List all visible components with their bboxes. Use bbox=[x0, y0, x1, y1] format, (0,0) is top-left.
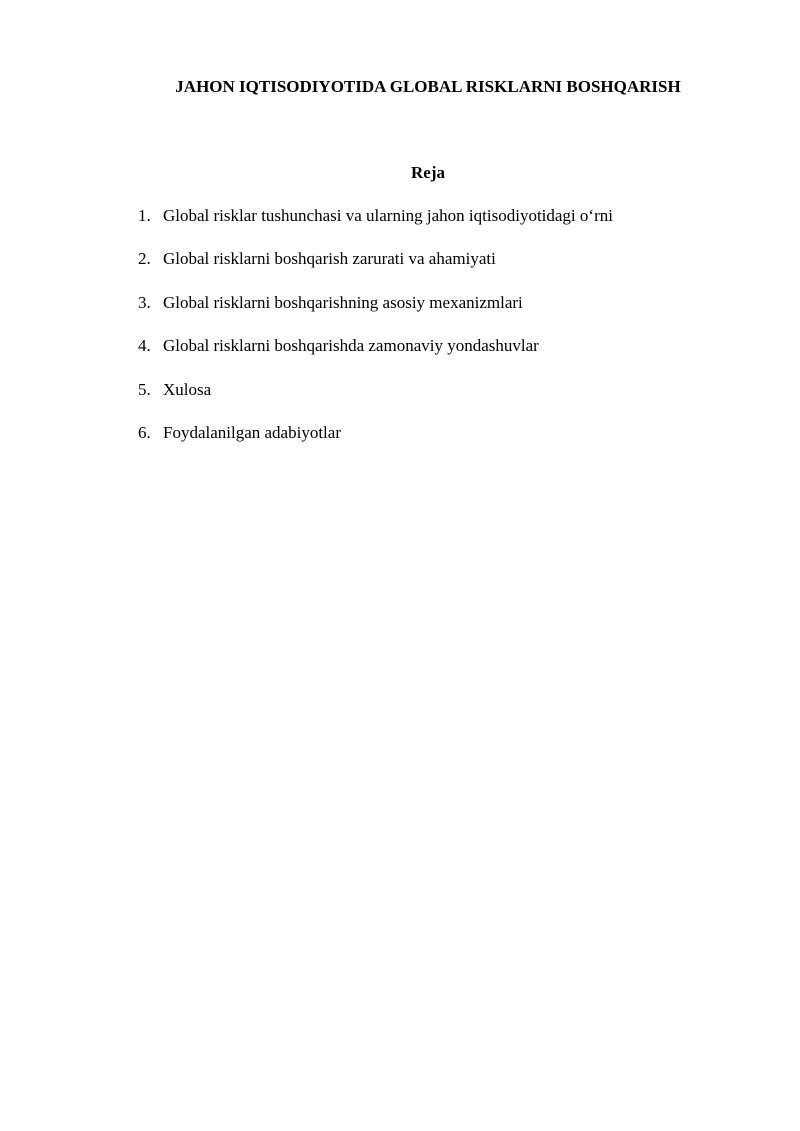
plan-item bbox=[138, 379, 613, 422]
plan-item-text: Global risklarni boshqarishda zamonaviy yondashuvlar bbox=[163, 336, 539, 356]
plan-list bbox=[138, 205, 613, 465]
plan-item-number: 2. bbox=[138, 249, 151, 269]
plan-item bbox=[138, 205, 613, 248]
plan-item bbox=[138, 292, 613, 335]
plan-item-number: 6. bbox=[138, 422, 151, 442]
plan-item bbox=[138, 335, 613, 378]
plan-item bbox=[138, 248, 613, 291]
plan-item-text: Global risklar tushunchasi va ularning jahon iqtisodiyotidagi o‘rni bbox=[163, 206, 613, 225]
plan-item-number: 4. bbox=[138, 336, 151, 356]
plan-item-text: Foydalanilgan adabiyotlar bbox=[163, 422, 341, 442]
plan-item bbox=[138, 422, 613, 465]
plan-item-number: 1. bbox=[138, 206, 151, 225]
plan-item-number: 3. bbox=[138, 292, 151, 312]
document-title: JAHON IQTISODIYOTIDA GLOBAL RISKLARNI BOSHQARISH bbox=[175, 77, 681, 96]
plan-item-text: Global risklarni boshqarishning asosiy mexanizmlari bbox=[163, 292, 523, 312]
plan-item-number: 5. bbox=[138, 379, 151, 399]
plan-item-text: Global risklarni boshqarish zarurati va ahamiyati bbox=[163, 249, 496, 269]
plan-heading: Reja bbox=[411, 163, 445, 182]
plan-item-text: Xulosa bbox=[163, 379, 212, 399]
